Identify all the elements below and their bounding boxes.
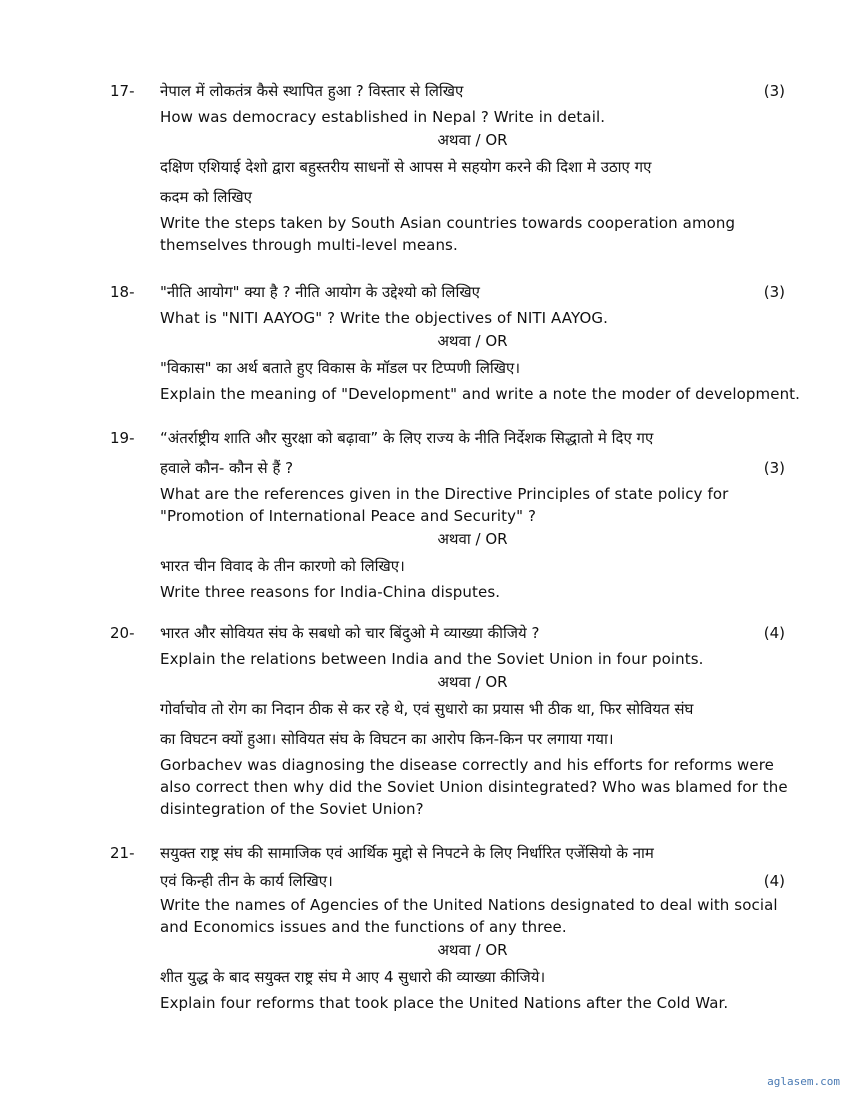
alternative-hindi-line-2: का विघटन क्यों हुआ। सोवियत संघ के विघटन का आरोप किन-किन पर लगाया गया। — [160, 730, 614, 748]
alternative-hindi-line-2: कदम को लिखिए — [160, 188, 252, 206]
question-hindi-text — [160, 618, 785, 648]
alternative-hindi-line-1: दक्षिण एशियाई देशो द्वारा बहुस्तरीय साधनों से आपस मे सहयोग करने की दिशा मे उठाए गए — [160, 158, 652, 176]
hindi-line: भारत और सोवियत संघ के सबधो को चार बिंदुओ मे व्याख्या कीजिये ? — [160, 624, 540, 642]
alternative-hindi-text: "विकास" का अर्थ बताते हुए विकास के मॉडल पर टिप्पणी लिखिए। — [160, 359, 521, 377]
hindi-line: नेपाल में लोकतंत्र कैसे स्थापित हुआ ? विस्तार से लिखिए — [160, 82, 464, 100]
marks: (4) — [763, 872, 785, 890]
question-number: 21- — [110, 844, 135, 862]
alternative-english-line-3: disintegration of the Soviet Union? — [160, 800, 424, 818]
question-17 — [110, 76, 785, 256]
watermark: aglasem.com — [767, 1075, 840, 1088]
question-hindi-line-1: “अंतर्राष्ट्रीय शाति और सुरक्षा को बढ़ावा” के लिए राज्य के नीति निर्देशक सिद्धातो मे दिए गए — [160, 429, 654, 447]
alternative-english-text: Write three reasons for India-China disputes. — [160, 583, 501, 601]
hindi-line: हवाले कौन- कौन से हैं ? — [160, 459, 294, 477]
question-number: 20- — [110, 624, 135, 642]
question-english-text: What is "NITI AAYOG" ? Write the objectives of NITI AAYOG. — [160, 309, 608, 327]
or-separator: अथवा / OR — [437, 332, 508, 350]
marks: (3) — [763, 283, 785, 301]
or-separator: अथवा / OR — [437, 530, 508, 548]
alternative-english-line-1: Write the steps taken by South Asian countries towards cooperation among — [160, 214, 736, 232]
hindi-line: एवं किन्ही तीन के कार्य लिखिए। — [160, 872, 333, 890]
alternative-hindi-text: भारत चीन विवाद के तीन कारणो को लिखिए। — [160, 557, 405, 575]
alternative-hindi-text: शीत युद्ध के बाद सयुक्त राष्ट्र संघ मे आए 4 सुधारो की व्याख्या कीजिये। — [160, 968, 546, 986]
question-hindi-line-1: सयुक्त राष्ट्र संघ की सामाजिक एवं आर्थिक मुद्दो से निपटने के लिए निर्धारित एजेंसियो के नाम — [160, 844, 654, 862]
question-18 — [110, 277, 801, 405]
alternative-english-line-2: also correct then why did the Soviet Union disintegrated? Who was blamed for the — [160, 778, 788, 796]
question-19 — [110, 423, 785, 603]
question-english-text: Explain the relations between India and the Soviet Union in four points. — [160, 650, 704, 668]
alternative-english-text: Explain the meaning of "Development" and write a note the moder of development. — [160, 385, 801, 403]
marks: (4) — [763, 624, 785, 642]
alternative-english-line-1: Gorbachev was diagnosing the disease correctly and his efforts for reforms were — [160, 756, 774, 774]
question-english-line-2: and Economics issues and the functions of any three. — [160, 918, 567, 936]
question-20 — [110, 618, 788, 820]
question-hindi-line-2 — [160, 868, 785, 894]
alternative-english-line-2: themselves through multi-level means. — [160, 236, 458, 254]
question-hindi-text — [160, 76, 785, 106]
alternative-hindi-line-1: गोर्वाचोव तो रोग का निदान ठीक से कर रहे थे, एवं सुधारो का प्रयास भी ठीक था, फिर सोवियत संघ — [160, 700, 694, 718]
question-number: 18- — [110, 283, 135, 301]
alternative-english-text: Explain four reforms that took place the United Nations after the Cold War. — [160, 994, 729, 1012]
or-separator: अथवा / OR — [437, 673, 508, 691]
question-english-line-2: "Promotion of International Peace and Security" ? — [160, 507, 537, 525]
question-english-line-1: Write the names of Agencies of the United Nations designated to deal with social — [160, 896, 778, 914]
marks: (3) — [763, 82, 785, 100]
question-english-line-1: What are the references given in the Directive Principles of state policy for — [160, 485, 729, 503]
hindi-line: "नीति आयोग" क्या है ? नीति आयोग के उद्देश्यो को लिखिए — [160, 283, 480, 301]
question-english-text: How was democracy established in Nepal ? Write in detail. — [160, 108, 606, 126]
question-hindi-line-2 — [160, 453, 785, 483]
or-separator: अथवा / OR — [437, 131, 508, 149]
or-separator: अथवा / OR — [437, 941, 508, 959]
marks: (3) — [763, 459, 785, 477]
question-number: 17- — [110, 82, 135, 100]
question-hindi-text — [160, 277, 785, 307]
question-21 — [110, 838, 785, 1014]
question-number: 19- — [110, 429, 135, 447]
